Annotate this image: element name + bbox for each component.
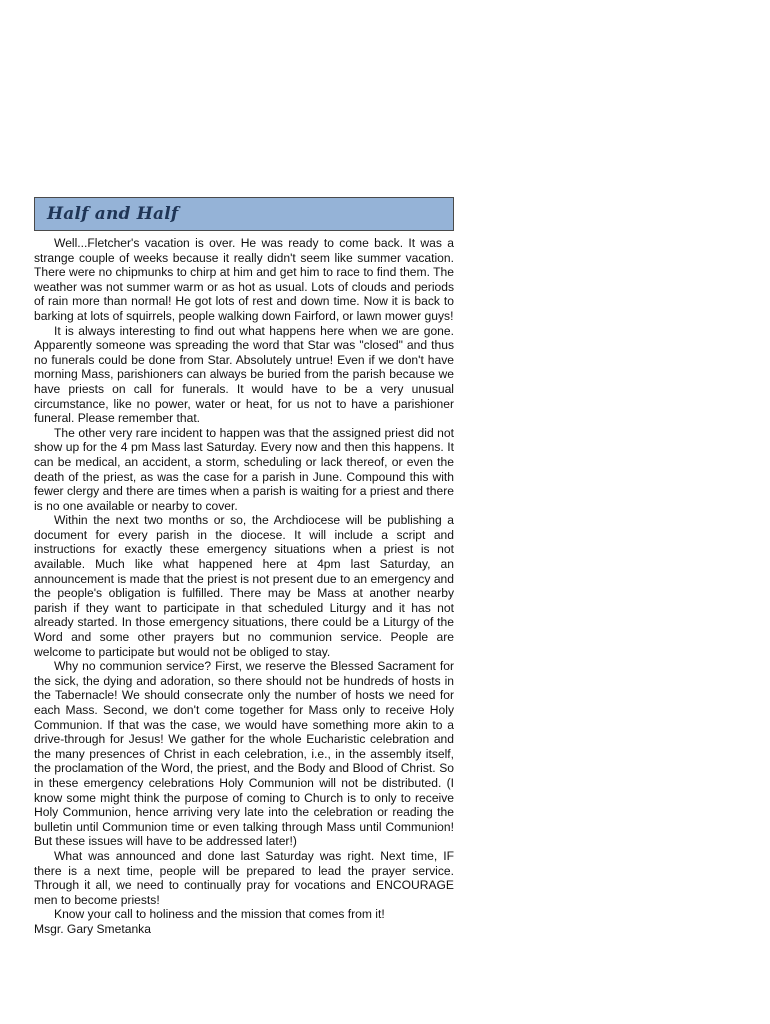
paragraph-5: Why no communion service? First, we reserve the Blessed Sacrament for the sick, the dying and adoration, so there should not be hundreds of hosts in the Tabernacle! We should consecrate only the number of hosts we need for each Mass. Second, we don't come together for Mass only to receive Holy Communion. If that was the case, we would have something more akin to a drive-through for Jesus! We gather for the whole Eucharistic celebration and the many presences of Christ in each celebration, i.e., in the assembly itself, the proclamation of the Word, the priest, and the Body and Blood of Christ. So in these emergency celebrations Holy Communion will not be distributed. (I know some might think the purpose of coming to Church is to only to receive Holy Communion, hence arriving very late into the celebration or reading the bulletin until Communion time or even talking through Mass until Communion! But these issues will have to be addressed later!) [34, 659, 454, 849]
paragraph-6: What was announced and done last Saturday was right. Next time, IF there is a next time, people will be prepared to lead the prayer service. Through it all, we need to continually pray for vocations and ENCOURAGE men to become priests! [34, 848, 454, 907]
paragraph-4: Within the next two months or so, the Archdiocese will be publishing a document for every parish in the diocese. It will include a script and instructions for exactly these emergency situations when a priest is not available. Much like what happened here at 4pm last Saturday, an announcement is made that the priest is not present due to an emergency and the people's obligation is fulfilled. There may be Mass at another nearby parish if they want to participate in that scheduled Liturgy and it has not already started. In those emergency situations, there could be a Liturgy of the Word and some other prayers but no communion service. People are welcome to participate but would not be obliged to stay. [34, 513, 454, 659]
paragraph-1: Well...Fletcher's vacation is over. He was ready to come back. It was a strange couple of weeks because it really didn't seem like summer vacation. There were no chipmunks to chirp at him and get him to race to find them. The weather was not summer warm or as hot as usual. Lots of clouds and periods of rain more than normal! He got lots of rest and down time. Now it is back to barking at lots of squirrels, people walking down Fairford, or lawn mower guys! [34, 236, 454, 323]
paragraph-2: It is always interesting to find out what happens here when we are gone. Apparently someone was spreading the word that Star was "closed" and thus no funerals could be done from Star. Absolutely untrue! Even if we don't have morning Mass, parishioners can always be buried from the parish because we have priests on call for funerals. It would have to be a very unusual circumstance, like no power, water or heat, for us not to have a parishioner funeral. Please remember that. [34, 323, 454, 426]
article [34, 197, 454, 937]
author-signature: Msgr. Gary Smetanka [34, 921, 151, 936]
paragraph-3: The other very rare incident to happen was that the assigned priest did not show up for the 4 pm Mass last Saturday. Every now and then this happens. It can be medical, an accident, a storm, scheduling or lack thereof, or even the death of the priest, as was the case for a parish in June. Compound this with fewer clergy and there are times when a parish is waiting for a priest and there is no one available or nearby to cover. [34, 425, 454, 513]
article-title: Half and Half [47, 204, 179, 224]
article-header [34, 197, 454, 231]
paragraph-7: Know your call to holiness and the mission that comes from it! [54, 907, 385, 922]
article-body [34, 236, 454, 922]
